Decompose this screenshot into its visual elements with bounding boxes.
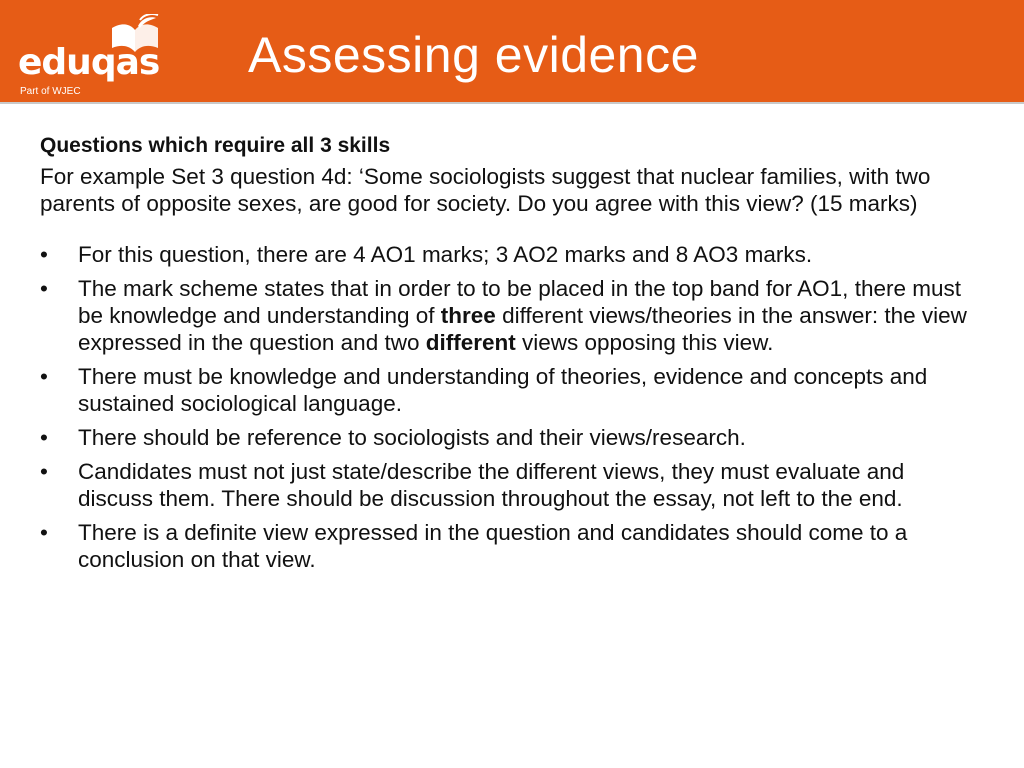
logo-tagline: Part of WJEC xyxy=(20,86,81,97)
list-item xyxy=(40,275,980,356)
bullet-list xyxy=(40,241,980,573)
list-item-text: There must be knowledge and understanding of theories, evidence and concepts and sustained sociological language. xyxy=(78,364,928,416)
eduqas-logo xyxy=(16,14,166,97)
slide-body xyxy=(40,132,980,580)
list-item-text xyxy=(78,276,967,355)
list-item xyxy=(40,424,980,451)
slide-title: Assessing evidence xyxy=(248,27,699,83)
list-item xyxy=(40,241,980,268)
text-segment: The mark scheme states that in order to to be placed in the top band for AO1, there must be knowledge and understanding of xyxy=(78,276,961,328)
bullet-marker: • xyxy=(40,276,48,301)
bullet-marker: • xyxy=(40,520,48,545)
list-item-text: For this question, there are 4 AO1 marks; 3 AO2 marks and 8 AO3 marks. xyxy=(78,242,813,267)
list-item-text: There is a definite view expressed in the question and candidates should come to a conclusion on that view. xyxy=(78,520,908,572)
text-segment: different views/theories in the answer: the view expressed in the question and two xyxy=(78,303,967,355)
example-question: For example Set 3 question 4d: ‘Some sociologists suggest that nuclear families, with two parents of opposite sexes, are good for society. Do you agree with this view? (15 marks) xyxy=(40,164,931,216)
list-item-text: Candidates must not just state/describe the different views, they must evaluate and discuss them. There should be discussion throughout the essay, not left to the end. xyxy=(78,459,905,511)
list-item-text: There should be reference to sociologists and their views/research. xyxy=(78,425,746,450)
list-item xyxy=(40,363,980,417)
list-item xyxy=(40,458,980,512)
bullet-marker: • xyxy=(40,364,48,389)
header-bar xyxy=(0,0,1024,104)
bullet-marker: • xyxy=(40,242,48,267)
bullet-marker: • xyxy=(40,459,48,484)
emphasis-different: different xyxy=(425,330,516,355)
emphasis-three: three xyxy=(440,303,496,328)
text-segment: views opposing this view. xyxy=(515,330,774,355)
logo-wordmark: eduqas xyxy=(18,42,160,83)
header-divider xyxy=(0,102,1024,104)
section-heading: Questions which require all 3 skills xyxy=(40,134,391,157)
bullet-marker: • xyxy=(40,425,48,450)
list-item xyxy=(40,519,980,573)
